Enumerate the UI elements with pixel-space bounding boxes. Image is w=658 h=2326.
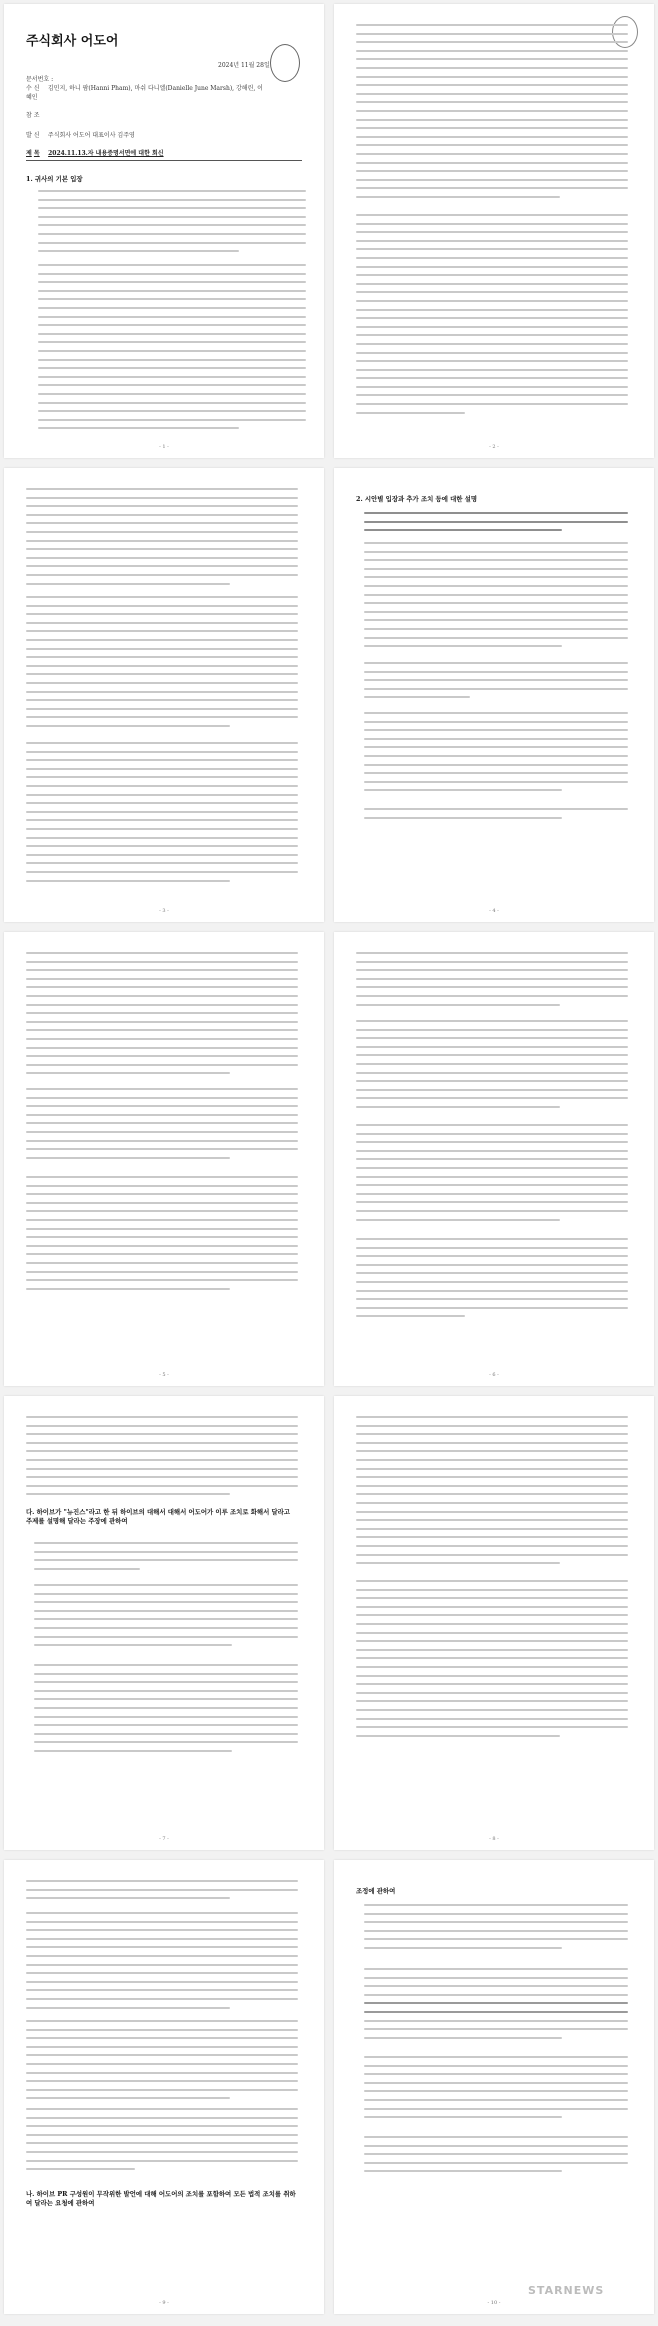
sender-row bbox=[26, 130, 135, 139]
page-7-para-2 bbox=[34, 1542, 298, 1576]
page-8 bbox=[334, 1396, 654, 1850]
page-number: - 5 - bbox=[159, 1372, 169, 1378]
page-9-para-1 bbox=[26, 1880, 298, 1906]
page-number: - 10 - bbox=[487, 2300, 501, 2306]
page-10-para-2 bbox=[364, 1968, 628, 2045]
page-2-para-2 bbox=[356, 214, 628, 420]
page-7-para-3 bbox=[34, 1584, 298, 1653]
page-number: - 2 - bbox=[489, 444, 499, 450]
page-3-para-2 bbox=[26, 596, 298, 734]
page-5-para-3 bbox=[26, 1176, 298, 1296]
page-8-para-2 bbox=[356, 1580, 628, 1743]
header-divider bbox=[26, 160, 302, 161]
company-name: 주식회사 어도어 bbox=[26, 34, 119, 49]
page-3-para-3 bbox=[26, 742, 298, 888]
page-4 bbox=[334, 468, 654, 922]
section-1-para-1 bbox=[38, 190, 306, 259]
page-6-para-3 bbox=[356, 1124, 628, 1227]
recipient-value: 김민지, 하니 팜(Hanni Pham), 마쉬 다니엘(Danielle June Marsh), 강해린, 이혜인 bbox=[26, 85, 263, 101]
page-4-para-1 bbox=[364, 542, 628, 654]
page-number: - 8 - bbox=[489, 1836, 499, 1842]
section-2a-title bbox=[364, 512, 628, 538]
page-3-para-1 bbox=[26, 488, 298, 591]
section-2b-title: 나. 하이브 PR 구성원이 무작위한 발언에 대해 어도어의 조치를 포함하여 모든 법적 조치를 취하여 달라는 요청에 관하여 bbox=[26, 2190, 296, 2207]
page-10-para-1 bbox=[364, 1904, 628, 1956]
section-1-para-2 bbox=[38, 264, 306, 436]
section-2-title: 2. 시안별 입장과 추가 조치 등에 대한 설명 bbox=[356, 495, 478, 503]
page-5-para-2 bbox=[26, 1088, 298, 1165]
sender-label: 발 신 bbox=[26, 132, 40, 139]
page-number: - 3 - bbox=[159, 908, 169, 914]
reference-label: 참 조 bbox=[26, 112, 40, 119]
page-number: - 9 - bbox=[159, 2300, 169, 2306]
page-9-para-4 bbox=[26, 2108, 298, 2177]
page-6-para-4 bbox=[356, 1238, 628, 1324]
page-number: - 7 - bbox=[159, 1836, 169, 1842]
page-4-para-2 bbox=[364, 662, 628, 705]
watermark-logo: STARNEWS bbox=[528, 2284, 605, 2297]
subject-value: 2024.11.13.자 내용증명서면에 대한 회신 bbox=[48, 150, 164, 157]
page-4-para-3 bbox=[364, 712, 628, 798]
page-2 bbox=[334, 4, 654, 458]
page-8-para-1 bbox=[356, 1416, 628, 1571]
page-4-para-4 bbox=[364, 808, 628, 825]
page-7 bbox=[4, 1396, 324, 1850]
section-1-title: 1. 귀사의 기본 입장 bbox=[26, 175, 83, 183]
subject-row bbox=[26, 148, 164, 157]
page-number: - 4 - bbox=[489, 908, 499, 914]
page-7-para-1 bbox=[26, 1416, 298, 1502]
page-1 bbox=[4, 4, 324, 458]
page-10 bbox=[334, 1860, 654, 2314]
doc-number-label: 문서번호 : bbox=[26, 76, 54, 83]
document-date: 2024년 11월 28일 bbox=[218, 62, 270, 69]
page-number: - 6 - bbox=[489, 1372, 499, 1378]
doc-number-row bbox=[26, 74, 53, 83]
page-9-para-2 bbox=[26, 1912, 298, 2015]
page-3 bbox=[4, 468, 324, 922]
page-9-para-3 bbox=[26, 2020, 298, 2106]
page-6-para-2 bbox=[356, 1020, 628, 1115]
page-5 bbox=[4, 932, 324, 1386]
sender-value: 주식회사 어도어 대표이사 김주영 bbox=[47, 132, 135, 139]
page-9 bbox=[4, 1860, 324, 2314]
recipient-row bbox=[26, 84, 266, 102]
section-2c-title: 다. 하이브가 "뉴진스"라고 한 뒤 하이브의 대해서 대해서 어도어가 이루 조치로 화해서 달라고 주제를 설명해 달라는 주장에 관하여 bbox=[26, 1508, 290, 1525]
page-5-para-1 bbox=[26, 952, 298, 1081]
page-6 bbox=[334, 932, 654, 1386]
page-number: - 1 - bbox=[159, 444, 169, 450]
page-10-para-3 bbox=[364, 2056, 628, 2125]
subject-label: 제 목 bbox=[26, 150, 40, 157]
page-7-para-4 bbox=[34, 1664, 298, 1759]
reference-row bbox=[26, 110, 46, 119]
page-10-para-4 bbox=[364, 2136, 628, 2179]
recipient-label: 수 신 bbox=[26, 85, 40, 92]
page-2-para-1 bbox=[356, 24, 628, 204]
page-6-para-1 bbox=[356, 952, 628, 1012]
section-3-title: 조정에 관하여 bbox=[356, 1887, 396, 1895]
company-seal bbox=[270, 44, 300, 82]
